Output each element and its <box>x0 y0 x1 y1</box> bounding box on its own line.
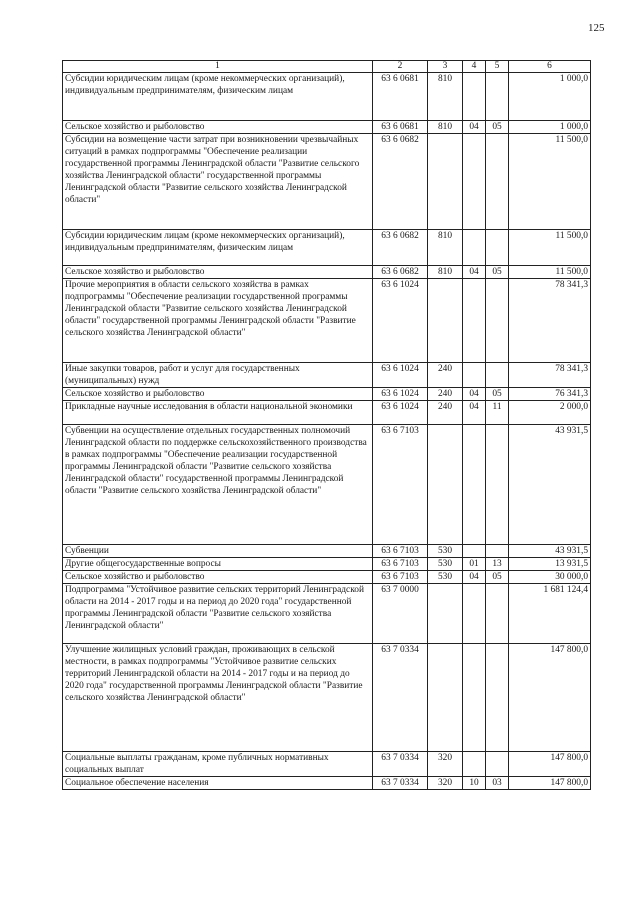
table-row <box>63 571 591 584</box>
table-row <box>63 230 591 266</box>
row-subsection-cell: 13 <box>486 558 509 571</box>
budget-table <box>62 60 591 790</box>
row-expense-type-cell <box>428 425 463 545</box>
row-code-cell: 63 6 7103 <box>373 571 428 584</box>
table-row <box>63 584 591 644</box>
row-code-cell: 63 6 0682 <box>373 266 428 279</box>
row-code-cell: 63 6 1024 <box>373 279 428 363</box>
table-row <box>63 401 591 425</box>
row-section-cell: 04 <box>463 571 486 584</box>
table-row <box>63 545 591 558</box>
row-name-cell: Социальное обеспечение населения <box>63 777 373 790</box>
row-subsection-cell <box>486 644 509 752</box>
row-amount-cell: 78 341,3 <box>509 363 591 388</box>
row-expense-type-cell <box>428 644 463 752</box>
row-amount-cell: 11 500,0 <box>509 230 591 266</box>
row-name-cell: Субсидии юридическим лицам (кроме некоммерческих организаций), индивидуальным предпринимателям, физическим лицам <box>63 73 373 121</box>
row-name-cell: Иные закупки товаров, работ и услуг для государственных (муниципальных) нужд <box>63 363 373 388</box>
row-code-cell: 63 6 1024 <box>373 401 428 425</box>
row-expense-type-cell: 320 <box>428 777 463 790</box>
row-expense-type-cell: 810 <box>428 121 463 134</box>
row-amount-cell: 11 500,0 <box>509 134 591 230</box>
row-name-cell: Подпрограмма "Устойчивое развитие сельских территорий Ленинградской области на 2014 - 2017 годы и на период до 2020 года" государственной программы Ленинградской области "Развитие сельского хозяйства Ленинградской области" <box>63 584 373 644</box>
table-row <box>63 363 591 388</box>
row-code-cell: 63 6 0681 <box>373 73 428 121</box>
row-expense-type-cell: 810 <box>428 230 463 266</box>
row-amount-cell: 13 931,5 <box>509 558 591 571</box>
row-section-cell: 04 <box>463 266 486 279</box>
row-section-cell: 04 <box>463 401 486 425</box>
row-subsection-cell <box>486 134 509 230</box>
row-amount-cell: 147 800,0 <box>509 752 591 777</box>
row-code-cell: 63 6 7103 <box>373 558 428 571</box>
table-row <box>63 279 591 363</box>
table-row <box>63 558 591 571</box>
row-section-cell <box>463 545 486 558</box>
table-header <box>63 61 591 73</box>
table-row <box>63 121 591 134</box>
row-amount-cell: 147 800,0 <box>509 644 591 752</box>
row-name-cell: Сельское хозяйство и рыболовство <box>63 121 373 134</box>
row-section-cell <box>463 425 486 545</box>
row-expense-type-cell <box>428 279 463 363</box>
table-row <box>63 266 591 279</box>
row-expense-type-cell: 240 <box>428 401 463 425</box>
row-expense-type-cell: 240 <box>428 388 463 401</box>
row-section-cell: 04 <box>463 388 486 401</box>
row-name-cell: Улучшение жилищных условий граждан, проживающих в сельской местности, в рамках подпрограммы "Устойчивое развитие сельских территорий Ленинградской области на 2014 - 2017 годы и на период до 2020 года" государственной программы Ленинградской области "Развитие сельского хозяйства Ленинградской области" <box>63 644 373 752</box>
row-code-cell: 63 6 1024 <box>373 363 428 388</box>
table-row <box>63 388 591 401</box>
row-amount-cell: 2 000,0 <box>509 401 591 425</box>
header-col-5: 5 <box>486 61 509 73</box>
page-number: 125 <box>588 22 605 34</box>
row-expense-type-cell: 810 <box>428 266 463 279</box>
table-row <box>63 777 591 790</box>
row-code-cell: 63 7 0334 <box>373 777 428 790</box>
header-col-4: 4 <box>463 61 486 73</box>
row-name-cell: Субсидии юридическим лицам (кроме некоммерческих организаций), индивидуальным предпринимателям, физическим лицам <box>63 230 373 266</box>
header-col-3: 3 <box>428 61 463 73</box>
row-subsection-cell <box>486 363 509 388</box>
row-section-cell <box>463 584 486 644</box>
row-subsection-cell: 05 <box>486 266 509 279</box>
row-name-cell: Прикладные научные исследования в области национальной экономики <box>63 401 373 425</box>
row-code-cell: 63 6 0681 <box>373 121 428 134</box>
row-expense-type-cell: 530 <box>428 545 463 558</box>
row-subsection-cell <box>486 73 509 121</box>
table-row <box>63 752 591 777</box>
header-col-1: 1 <box>63 61 373 73</box>
row-name-cell: Субвенции <box>63 545 373 558</box>
row-section-cell: 04 <box>463 121 486 134</box>
row-amount-cell: 147 800,0 <box>509 777 591 790</box>
row-subsection-cell <box>486 279 509 363</box>
header-row <box>63 61 591 73</box>
row-expense-type-cell: 240 <box>428 363 463 388</box>
row-subsection-cell <box>486 584 509 644</box>
row-amount-cell: 43 931,5 <box>509 545 591 558</box>
table-body <box>63 73 591 790</box>
row-code-cell: 63 6 0682 <box>373 134 428 230</box>
table-row <box>63 73 591 121</box>
row-section-cell <box>463 363 486 388</box>
row-subsection-cell: 05 <box>486 388 509 401</box>
row-section-cell <box>463 279 486 363</box>
row-subsection-cell <box>486 545 509 558</box>
row-name-cell: Социальные выплаты гражданам, кроме публичных нормативных социальных выплат <box>63 752 373 777</box>
row-code-cell: 63 7 0000 <box>373 584 428 644</box>
row-section-cell <box>463 752 486 777</box>
header-col-2: 2 <box>373 61 428 73</box>
row-section-cell: 01 <box>463 558 486 571</box>
row-amount-cell: 43 931,5 <box>509 425 591 545</box>
row-code-cell: 63 6 7103 <box>373 545 428 558</box>
row-code-cell: 63 6 1024 <box>373 388 428 401</box>
row-subsection-cell: 05 <box>486 571 509 584</box>
row-amount-cell: 30 000,0 <box>509 571 591 584</box>
row-expense-type-cell <box>428 134 463 230</box>
row-subsection-cell <box>486 425 509 545</box>
table-row <box>63 134 591 230</box>
table-row <box>63 644 591 752</box>
row-name-cell: Субвенции на осуществление отдельных государственных полномочий Ленинградской области по поддержке сельскохозяйственного производства в рамках подпрограммы "Обеспечение реализации государственной программы Ленинградской области "Развитие сельского хозяйства Ленинградской области" государственной программы Ленинградской области "Развитие сельского хозяйства Ленинградской области" <box>63 425 373 545</box>
row-name-cell: Субсидии на возмещение части затрат при возникновении чрезвычайных ситуаций в рамках подпрограммы "Обеспечение реализации государственной программы Ленинградской области "Развитие сельского хозяйства Ленинградской области" государственной программы Ленинградской области "Развитие сельского хозяйства Ленинградской области" <box>63 134 373 230</box>
row-code-cell: 63 7 0334 <box>373 752 428 777</box>
row-section-cell <box>463 230 486 266</box>
row-amount-cell: 1 000,0 <box>509 121 591 134</box>
row-code-cell: 63 6 0682 <box>373 230 428 266</box>
table-row <box>63 425 591 545</box>
row-subsection-cell <box>486 230 509 266</box>
row-section-cell <box>463 644 486 752</box>
row-name-cell: Сельское хозяйство и рыболовство <box>63 388 373 401</box>
row-amount-cell: 1 000,0 <box>509 73 591 121</box>
row-code-cell: 63 6 7103 <box>373 425 428 545</box>
row-amount-cell: 1 681 124,4 <box>509 584 591 644</box>
row-code-cell: 63 7 0334 <box>373 644 428 752</box>
row-subsection-cell: 05 <box>486 121 509 134</box>
row-section-cell <box>463 134 486 230</box>
row-section-cell: 10 <box>463 777 486 790</box>
row-name-cell: Другие общегосударственные вопросы <box>63 558 373 571</box>
header-col-6: 6 <box>509 61 591 73</box>
row-amount-cell: 76 341,3 <box>509 388 591 401</box>
row-expense-type-cell <box>428 584 463 644</box>
row-expense-type-cell: 810 <box>428 73 463 121</box>
row-amount-cell: 78 341,3 <box>509 279 591 363</box>
row-subsection-cell <box>486 752 509 777</box>
row-section-cell <box>463 73 486 121</box>
row-subsection-cell: 11 <box>486 401 509 425</box>
row-expense-type-cell: 530 <box>428 558 463 571</box>
row-amount-cell: 11 500,0 <box>509 266 591 279</box>
row-expense-type-cell: 530 <box>428 571 463 584</box>
row-name-cell: Прочие мероприятия в области сельского хозяйства в рамках подпрограммы "Обеспечение реализации государственной программы Ленинградской области "Развитие сельского хозяйства Ленинградской области" государственной программы Ленинградской области "Развитие сельского хозяйства Ленинградской области" <box>63 279 373 363</box>
row-expense-type-cell: 320 <box>428 752 463 777</box>
row-name-cell: Сельское хозяйство и рыболовство <box>63 571 373 584</box>
row-subsection-cell: 03 <box>486 777 509 790</box>
row-name-cell: Сельское хозяйство и рыболовство <box>63 266 373 279</box>
